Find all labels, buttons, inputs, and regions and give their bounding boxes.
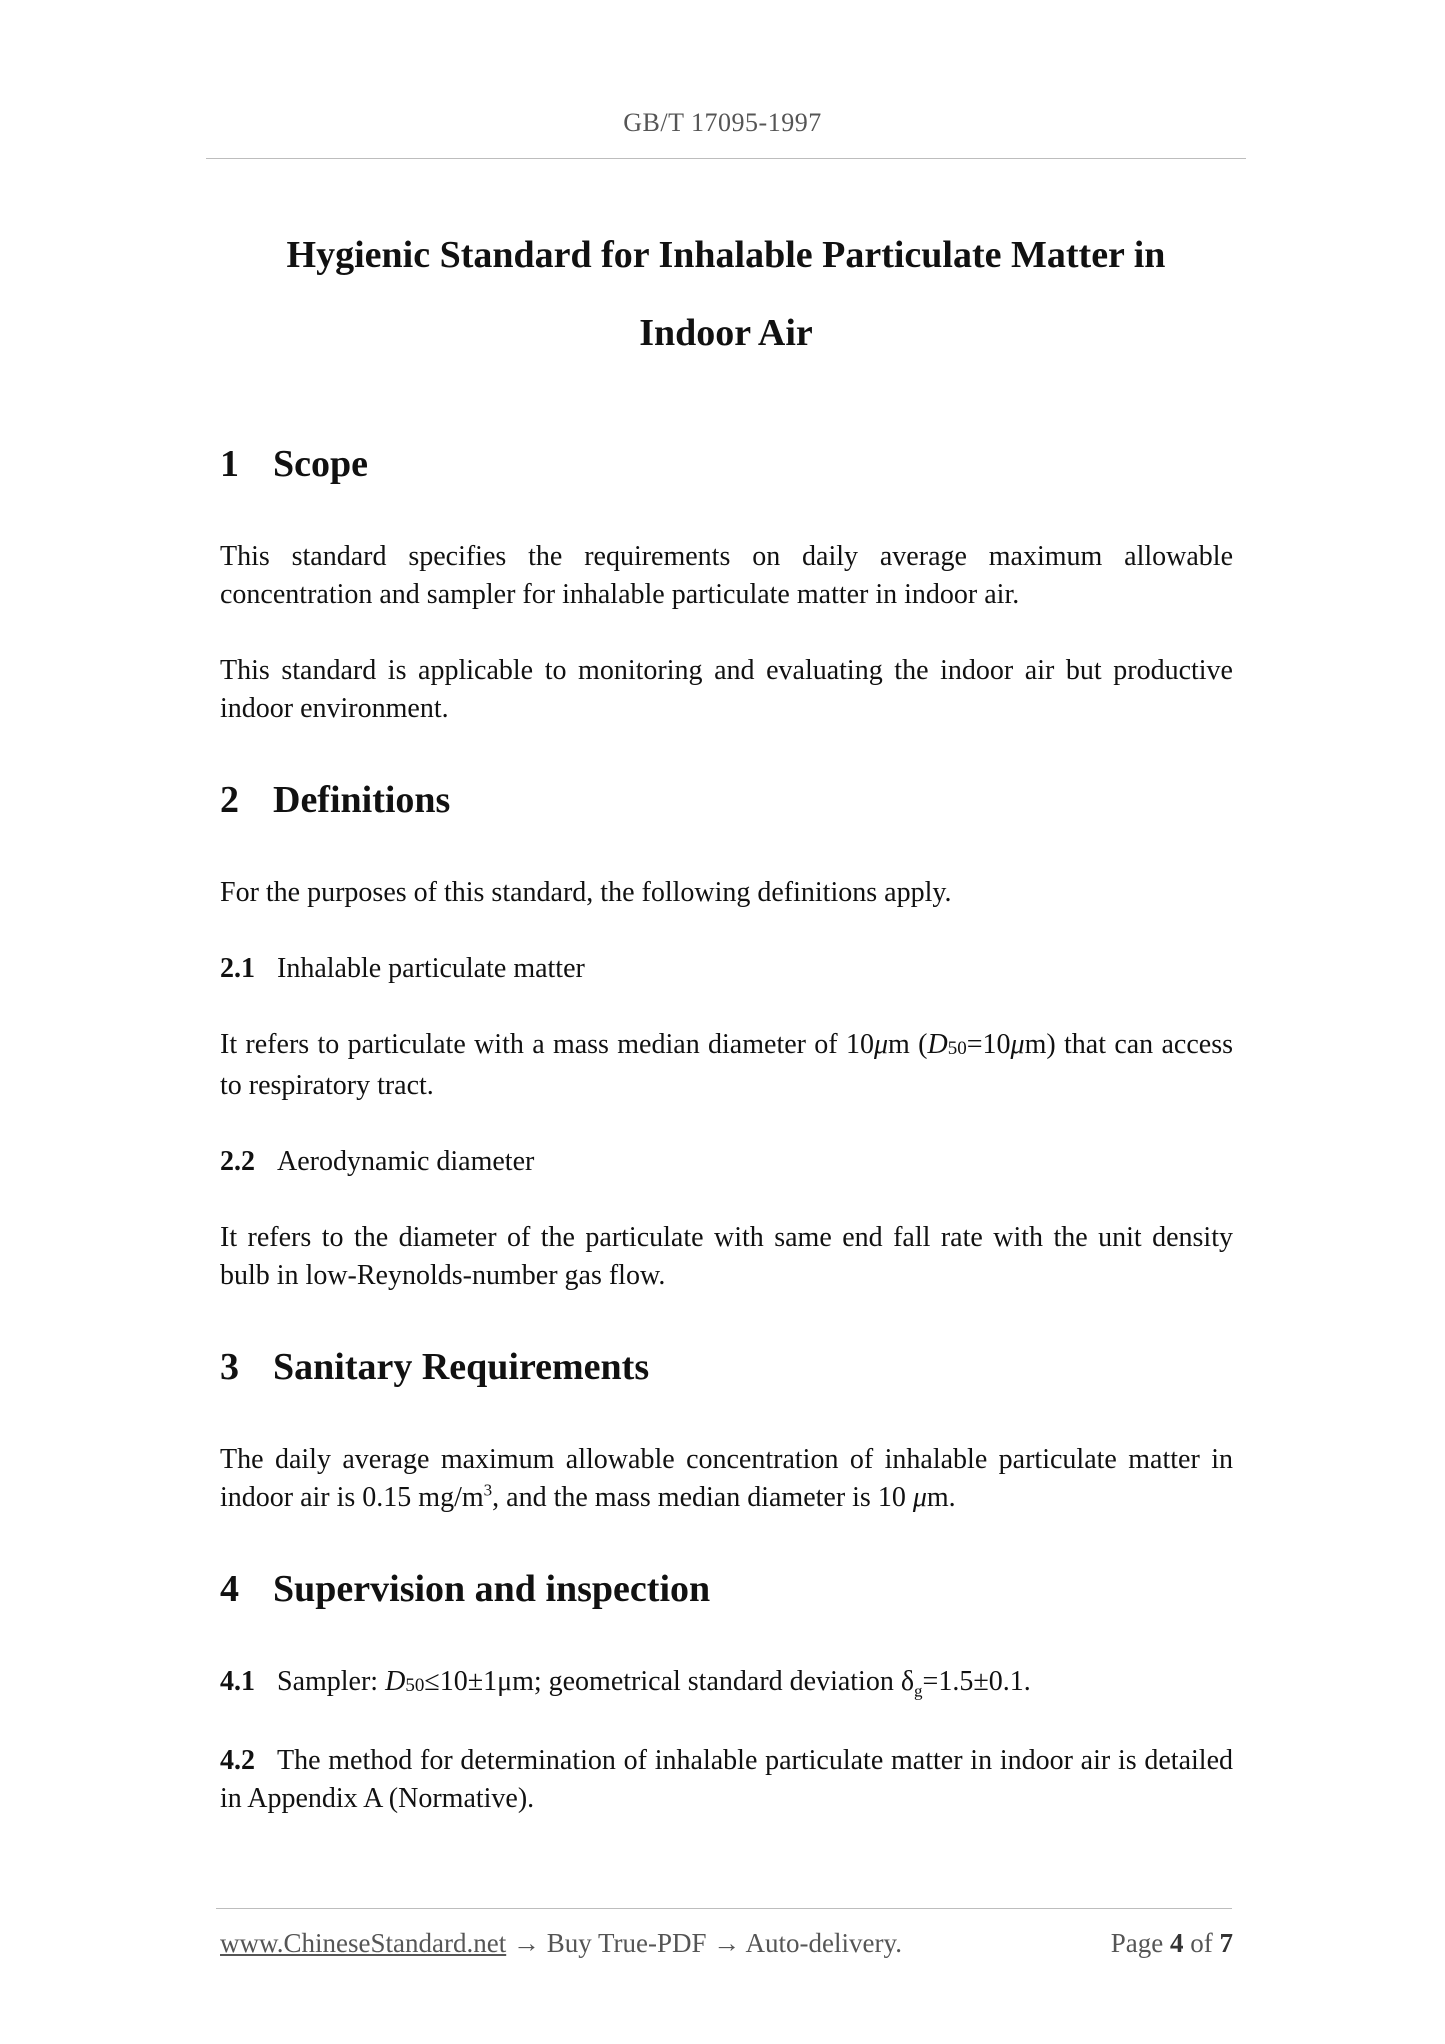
arrow-icon: → (512, 1928, 540, 1958)
title-line-1: Hygienic Standard for Inhalable Particulate Matter in (286, 234, 1166, 276)
clause-term: Inhalable particulate matter (277, 953, 585, 984)
section-title: Scope (273, 443, 368, 485)
title-line-2: Indoor Air (639, 312, 813, 354)
definition-text: =10 (966, 1029, 1011, 1060)
current-page: 4 (1170, 1928, 1184, 1958)
header-divider (206, 158, 1246, 159)
section-2-heading (220, 772, 1233, 828)
page-label: Page (1110, 1928, 1164, 1958)
definitions-intro: For the purposes of this standard, the following definitions apply. (220, 877, 952, 908)
page-footer (220, 1928, 1233, 1959)
footer-left (220, 1928, 902, 1959)
document-title (206, 216, 1246, 372)
clause-text: ≤10±1μm; geometrical standard deviation δ (424, 1666, 915, 1697)
delivery-text: Auto-delivery. (745, 1928, 902, 1958)
sanitary-requirements-paragraph (220, 1441, 1233, 1517)
scope-paragraph-2: This standard is applicable to monitoring and evaluating the indoor air but productive indoor environment. (220, 655, 1233, 724)
scope-paragraph-1: This standard specifies the requirements on daily average maximum allowable concentration and sampler for inhalable particulate matter in indoor air. (220, 541, 1233, 610)
requirement-text: The daily average maximum allowable concentration of inhalable particulate matter in indoor air is 0.15 mg/m (220, 1444, 1233, 1513)
requirement-text: m. (926, 1482, 956, 1513)
section-number: 3 (220, 1346, 239, 1388)
superscript-3: 3 (483, 1480, 493, 1500)
requirement-text: , and the mass median diameter is 10 (492, 1482, 913, 1513)
clause-text: The method for determination of inhalable particulate matter in indoor air is detailed in Appendix A (Normative). (220, 1745, 1233, 1814)
clause-number: 2.1 (220, 953, 255, 984)
section-title: Sanitary Requirements (273, 1346, 650, 1388)
mu-symbol: μ (873, 1029, 889, 1060)
section-title: Supervision and inspection (273, 1568, 711, 1610)
clause-text: Sampler: (277, 1666, 386, 1697)
clause-number: 4.2 (220, 1745, 255, 1776)
mu-symbol: μ (912, 1482, 927, 1513)
section-number: 2 (220, 779, 239, 821)
of-label: of (1190, 1928, 1213, 1958)
d-symbol: D (385, 1666, 406, 1697)
clause-2-1-heading (220, 950, 1233, 988)
clause-number: 4.1 (220, 1666, 255, 1697)
clause-term: Aerodynamic diameter (277, 1146, 535, 1177)
document-body (220, 436, 1233, 1856)
section-3-heading (220, 1339, 1233, 1395)
definition-text: m ( (888, 1029, 928, 1060)
clause-2-2-definition: It refers to the diameter of the particulate with same end fall rate with the unit density bulb in low-Reynolds-number gas flow. (220, 1222, 1233, 1291)
document-code-header: GB/T 17095-1997 (623, 108, 822, 137)
section-title: Definitions (273, 779, 451, 821)
arrow-icon: → (713, 1928, 741, 1958)
definition-text: It refers to particulate with a mass median diameter of 10 (220, 1029, 874, 1060)
footer-divider (216, 1908, 1232, 1909)
mu-symbol: μ (1010, 1029, 1025, 1060)
clause-4-1 (220, 1663, 1233, 1704)
definition-text: m) that can access to respiratory tract. (220, 1029, 1234, 1101)
clause-2-1-definition (220, 1026, 1233, 1105)
clause-number: 2.2 (220, 1146, 255, 1177)
clause-4-2 (220, 1742, 1233, 1818)
d-symbol: D (927, 1029, 948, 1060)
total-pages: 7 (1219, 1928, 1233, 1958)
website-link[interactable]: www.ChineseStandard.net (220, 1928, 507, 1958)
page-indicator (1111, 1928, 1233, 1959)
clause-2-2-heading (220, 1143, 1233, 1181)
buy-text: Buy True-PDF (546, 1928, 707, 1958)
section-4-heading (220, 1561, 1233, 1617)
subscript-50: 50 (405, 1675, 425, 1696)
clause-text: =1.5±0.1. (922, 1666, 1031, 1697)
subscript-g: g (914, 1681, 923, 1701)
subscript-50: 50 (947, 1038, 967, 1059)
section-number: 4 (220, 1568, 239, 1610)
section-1-heading (220, 436, 1233, 492)
section-number: 1 (220, 443, 239, 485)
